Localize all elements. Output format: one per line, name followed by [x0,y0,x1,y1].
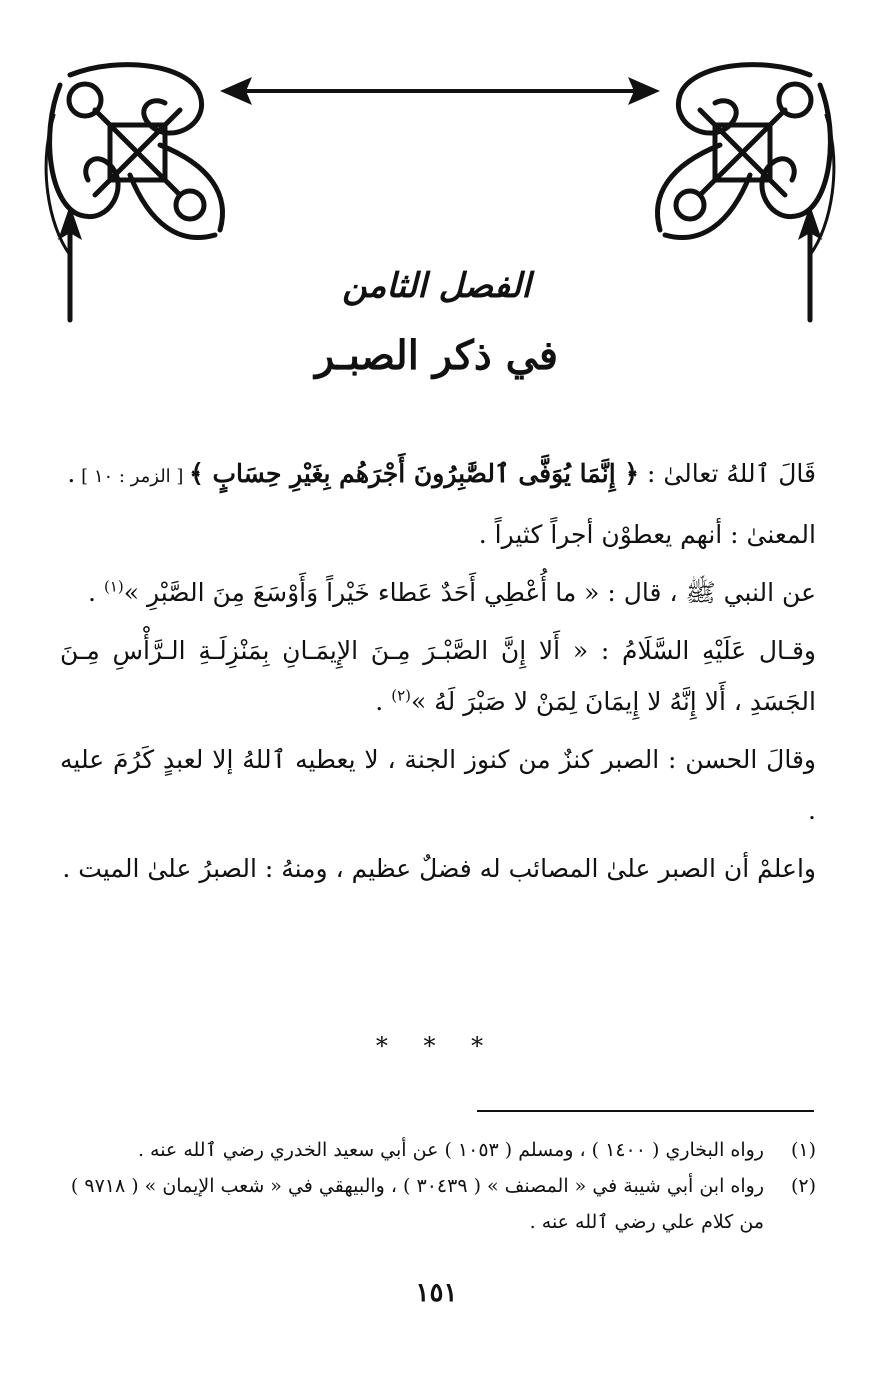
main-text [60,448,816,901]
hadith-text: وقـال عَلَيْهِ السَّلَامُ : « أَلا إِنَّ الصَّبْـرَ مِـنَ الإِيمَـانِ بِمَنْزِلَـةِ الـرَّأْسِ مِـنَ الجَسَدِ ، أَلا إِنَّهُ لا إِيمَانَ لِمَنْ لا صَبْرَ لَهُ » [60,636,816,716]
paragraph-patience-virtue: واعلمْ أن الصبر علىٰ المصائب له فضلٌ عظيم ، ومنهُ : الصبرُ علىٰ الميت . [62,854,816,883]
paragraph-hadith-2 [60,625,816,727]
footnote-item [50,1168,816,1240]
footnote-text: رواه البخاري ( ١٤٠٠ ) ، ومسلم ( ١٠٥٣ ) عن أبي سعيد الخدري رضي ٱلله عنه . [137,1139,764,1161]
chapter-title: في ذكر الصبـر [314,332,559,379]
hadith-text: عن النبي ﷺ ، قال : « ما أُعْطِي أَحَدٌ عَطاء خَيْراً وَأَوْسَعَ مِنَ الصَّبْرِ » [123,578,816,607]
verse-reference: [ الزمر : ١٠ ] [75,466,190,487]
punctuation: . [88,578,104,607]
footnote-marker: (١) [103,577,124,596]
verse-intro: قَالَ ٱللهُ تعالىٰ : [639,459,816,488]
paragraph-meaning: المعنىٰ : أنهم يعطوْن أجراً كثيراً . [478,520,816,549]
paragraph-quran-verse [60,448,816,502]
page-number: ١٥١ [415,1278,458,1308]
footnote-item [50,1132,816,1168]
footnote-marker: (٢) [391,686,411,705]
section-separator: * * * [375,1032,498,1060]
chapter-label: الفصل الثامن [342,266,531,306]
footnote-number: (١) [790,1139,816,1161]
footnote-number: (٢) [790,1175,816,1197]
footnotes [50,1132,816,1240]
paragraph-hasan-quote: وقالَ الحسن : الصبر كنزٌ من كنوز الجنة ، لا يعطيه ٱللهُ إلا لعبدٍ كَرُمَ عليه . [60,745,816,825]
punctuation: . [67,459,76,488]
paragraph-hadith-1 [60,567,816,618]
footnote-divider [477,1110,814,1112]
quran-verse: ﴿ إِنَّمَا يُوَفَّى ٱلصَّٰبِرُونَ أَجْرَهُم بِغَيْرِ حِسَابٍ ﴾ [189,459,640,488]
punctuation: . [375,687,392,716]
footnote-text: رواه ابن أبي شيبة في « المصنف » ( ٣٠٤٣٩ ) ، والبيهقي في « شعب الإيمان » ( ٩٧١٨ ) من كلام علي رضي ٱلله عنه . [70,1175,764,1233]
